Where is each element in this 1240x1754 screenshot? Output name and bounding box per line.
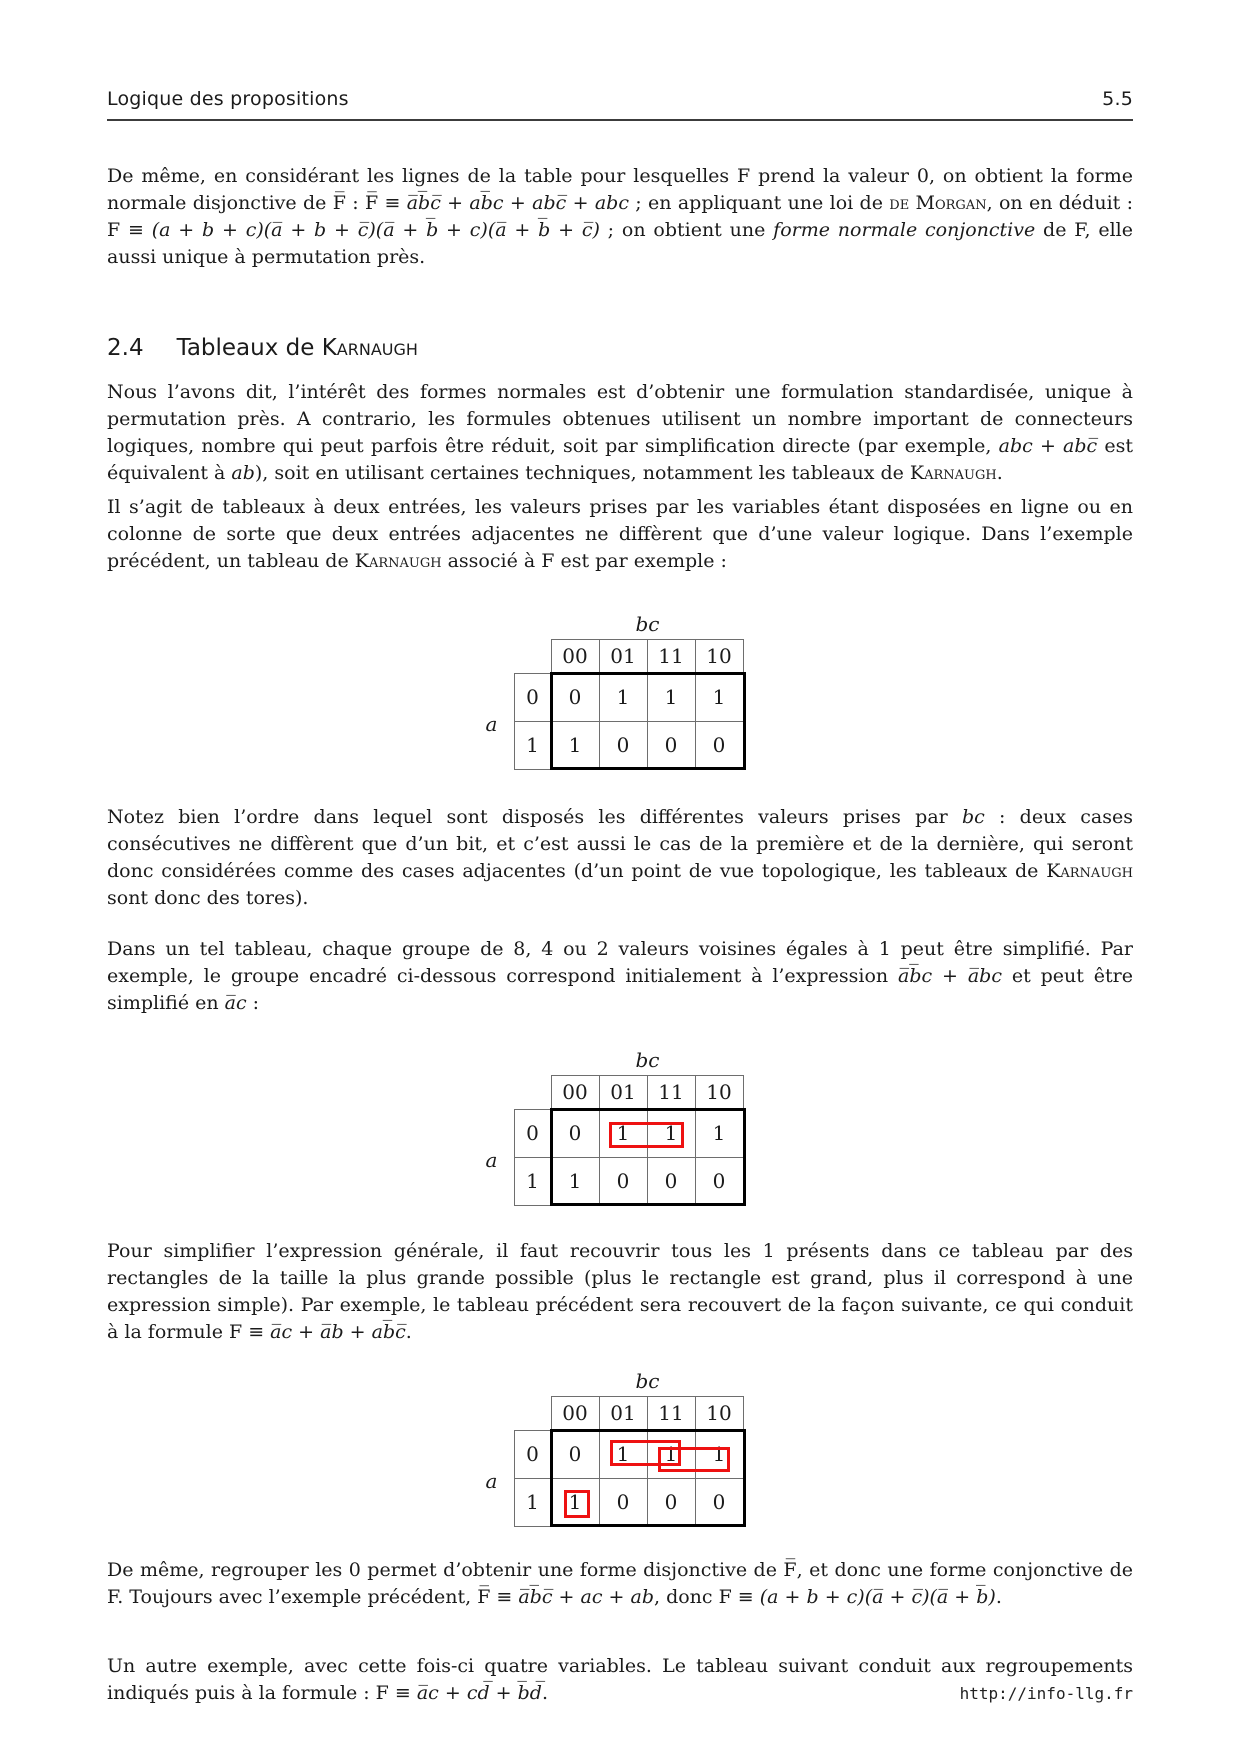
kmap2-cell: 1 bbox=[599, 1110, 647, 1158]
kmap3-corner bbox=[514, 1397, 551, 1431]
kmap2-cell: 0 bbox=[599, 1158, 647, 1206]
kmap3-col-group-label: bc bbox=[635, 1369, 660, 1393]
page-number: 5.5 bbox=[1102, 88, 1133, 110]
kmap1-cell: 1 bbox=[647, 674, 695, 722]
kmap2-cell: 1 bbox=[647, 1110, 695, 1158]
kmap1-cell: 1 bbox=[599, 674, 647, 722]
kmap2-cell: 1 bbox=[551, 1158, 599, 1206]
footer-link[interactable]: http://info-llg.fr bbox=[959, 1684, 1133, 1703]
kmap2-col-header: 10 bbox=[695, 1076, 743, 1110]
kmap3-cell: 1 bbox=[695, 1431, 743, 1479]
paragraph-regrouper-zeros: De même, regrouper les 0 permet d’obtenir une forme disjonctive de F̅, et donc une forme conjonctive de F. Toujours avec l’exemple précédent, F̅ ≡ a̅b̅c̅ + ac + ab, donc F ≡ (a + b + c)(a̅ + c̅)(a̅ + b̅). bbox=[107, 1559, 1133, 1608]
kmap2-col-header: 00 bbox=[551, 1076, 599, 1110]
kmap3-cell: 0 bbox=[695, 1479, 743, 1527]
kmap1-col-header: 01 bbox=[599, 640, 647, 674]
kmap1-cell: 0 bbox=[695, 722, 743, 770]
kmap1-row-header: 0 bbox=[514, 674, 551, 722]
kmap3-row-header: 0 bbox=[514, 1431, 551, 1479]
paragraph-quatre-variables: Un autre exemple, avec cette fois-ci quatre variables. Le tableau suivant conduit aux regroupements indiqués puis à la formule : F ≡ a̅c + cd̅ + b̅d̅. bbox=[107, 1655, 1133, 1704]
kmap2-row-header: 0 bbox=[514, 1110, 551, 1158]
kmap2-corner bbox=[514, 1076, 551, 1110]
kmap2-cell: 0 bbox=[647, 1158, 695, 1206]
kmap3-cell: 0 bbox=[551, 1431, 599, 1479]
kmap2-col-header: 11 bbox=[647, 1076, 695, 1110]
paragraph-groupes: Dans un tel tableau, chaque groupe de 8, 4 ou 2 valeurs voisines égales à 1 peut être simplifié. Par exemple, le groupe encadré ci-dessous correspond initialement à l’expression a̅b̅c + a̅bc et peut être simplifié en a̅c : bbox=[107, 938, 1133, 1014]
kmap1-row-group-label: a bbox=[485, 712, 498, 736]
paragraph-ordre-bc: Notez bien l’ordre dans lequel sont disposés les différentes valeurs prises par bc : deux cases consécutives ne diffèrent que d’un bit, et c’est aussi le cas de la première et de la dernière, qui seront donc considérées comme des cases adjacentes (d’un point de vue topologique, les tableaux de Karnaugh sont donc des tores). bbox=[107, 806, 1134, 909]
running-head-title: Logique des propositions bbox=[107, 88, 349, 110]
kmap1-cell: 1 bbox=[695, 674, 743, 722]
kmap2-row-group-label: a bbox=[485, 1148, 498, 1172]
paragraph-recouvrir: Pour simplifier l’expression générale, il faut recouvrir tous les 1 présents dans ce tableau par des rectangles de la taille la plus grande possible (plus le rectangle est grand, plus il correspond à une expression simple). Par exemple, le tableau précédent sera recouvert de la façon suivante, ce qui conduit à la formule F ≡ a̅c + a̅b + ab̅c̅. bbox=[107, 1240, 1133, 1343]
kmap3-cell: 1 bbox=[551, 1479, 599, 1527]
karnaugh-table-2 bbox=[485, 1048, 747, 1206]
karnaugh-table-1 bbox=[485, 612, 747, 770]
paragraph-fnd-fnc: De même, en considérant les lignes de la table pour lesquelles F prend la valeur 0, on obtient la forme normale disjonctive de F̅ : F̅ ≡ a̅b̅c̅ + ab̅c + abc̅ + abc ; en appliquant une loi de de Morgan, on en déduit : F ≡ (a + b + c)(a̅ + b + c̅)(a̅ + b̅ + c)(a̅ + b̅ + c̅) ; on obtient une forme normale conjonctive de F, elle aussi unique à permutation près. bbox=[107, 165, 1134, 268]
kmap3-cell: 1 bbox=[647, 1431, 695, 1479]
kmap3-col-header: 01 bbox=[599, 1397, 647, 1431]
kmap3-row-group-label: a bbox=[485, 1469, 498, 1493]
kmap2-cell: 0 bbox=[551, 1110, 599, 1158]
section-heading bbox=[107, 333, 1133, 363]
kmap2-col-group-label: bc bbox=[635, 1048, 660, 1072]
paragraph-intro-karnaugh: Nous l’avons dit, l’intérêt des formes normales est d’obtenir une formulation standardisée, unique à permutation près. A contrario, les formules obtenues utilisent un nombre important de connecteurs logiques, nombre qui peut parfois être réduit, soit par simplification directe (par exemple, abc + abc̅ est équivalent à ab), soit en utilisant certaines techniques, notamment les tableaux de Karnaugh. bbox=[107, 381, 1134, 484]
kmap1-cell: 0 bbox=[599, 722, 647, 770]
kmap2-grid bbox=[514, 1075, 744, 1206]
running-head bbox=[107, 86, 1133, 121]
kmap2-col-header: 01 bbox=[599, 1076, 647, 1110]
kmap3-cell: 1 bbox=[599, 1431, 647, 1479]
kmap3-col-header: 00 bbox=[551, 1397, 599, 1431]
kmap1-row-header: 1 bbox=[514, 722, 551, 770]
kmap2-cell: 0 bbox=[695, 1158, 743, 1206]
kmap2-cell: 1 bbox=[695, 1110, 743, 1158]
kmap3-col-header: 11 bbox=[647, 1397, 695, 1431]
kmap2-row-header: 1 bbox=[514, 1158, 551, 1206]
section-number: 2.4 bbox=[107, 335, 144, 361]
kmap1-cell: 0 bbox=[551, 674, 599, 722]
kmap1-col-header: 00 bbox=[551, 640, 599, 674]
section-title: Tableaux de Karnaugh bbox=[176, 335, 418, 361]
karnaugh-table-3 bbox=[485, 1369, 747, 1527]
kmap1-col-header: 11 bbox=[647, 640, 695, 674]
kmap3-col-header: 10 bbox=[695, 1397, 743, 1431]
kmap3-cell: 0 bbox=[599, 1479, 647, 1527]
kmap1-corner bbox=[514, 640, 551, 674]
paragraph-deux-entrees: Il s’agit de tableaux à deux entrées, les valeurs prises par les variables étant disposées en ligne ou en colonne de sorte que deux entrées adjacentes ne diffèrent que d’une valeur logique. Dans l’exemple précédent, un tableau de Karnaugh associé à F est par exemple : bbox=[107, 496, 1133, 572]
kmap1-cell: 0 bbox=[647, 722, 695, 770]
kmap1-cell: 1 bbox=[551, 722, 599, 770]
kmap1-col-group-label: bc bbox=[635, 612, 660, 636]
kmap1-grid bbox=[514, 639, 744, 770]
kmap3-row-header: 1 bbox=[514, 1479, 551, 1527]
kmap3-grid bbox=[514, 1396, 744, 1527]
kmap1-col-header: 10 bbox=[695, 640, 743, 674]
kmap3-cell: 0 bbox=[647, 1479, 695, 1527]
